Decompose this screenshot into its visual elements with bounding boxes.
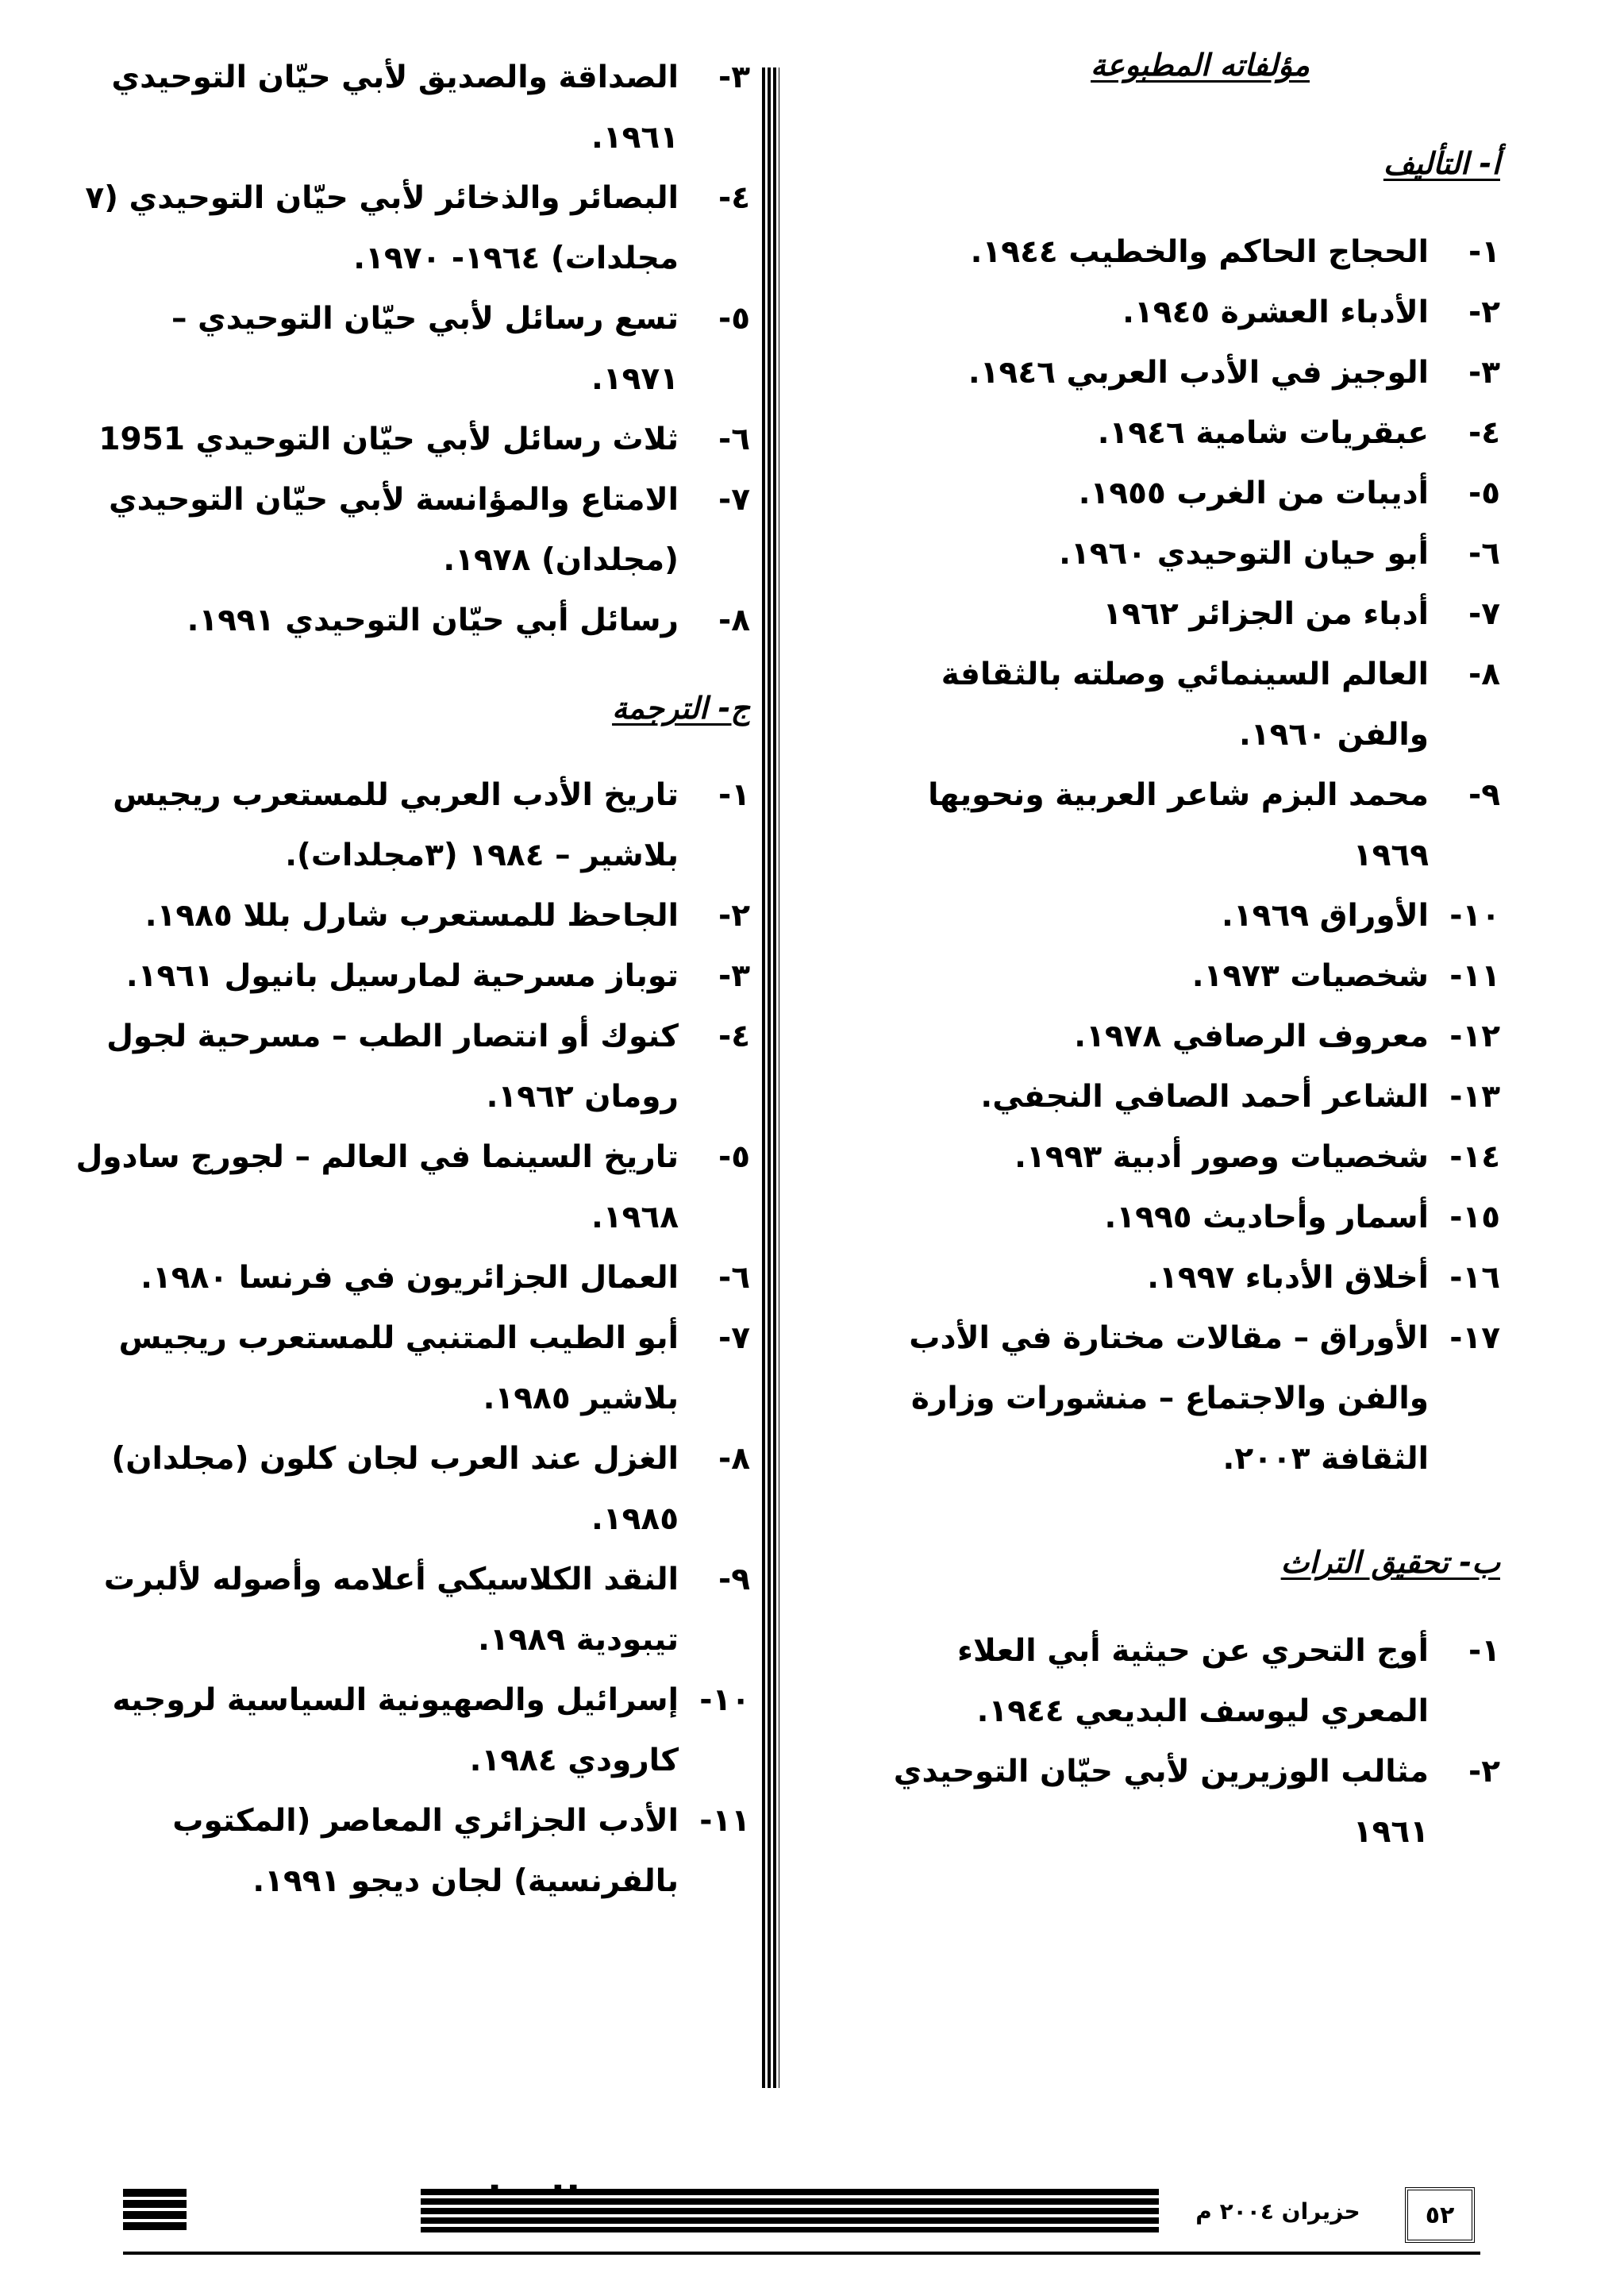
item-text: الشاعر أحمد الصافي النجفي. (980, 1079, 1429, 1115)
list-item (849, 645, 1500, 765)
item-number: ٣- (1468, 355, 1500, 391)
list-item (849, 886, 1500, 946)
item-number: ٦- (1468, 536, 1500, 572)
item-number: ١٥- (1449, 1200, 1500, 1235)
item-text: محمد البزم شاعر العربية ونحويها ١٩٦٩ (928, 777, 1429, 873)
section-a-heading: أ- التأليف (1383, 146, 1500, 181)
item-text: شخصيات وصور أدبية ١٩٩٣. (1014, 1139, 1429, 1175)
list-item (75, 1127, 750, 1248)
list-item (849, 1067, 1500, 1127)
item-text: العالم السينمائي وصلته بالثقافة والفن ١٩٦٠. (941, 657, 1429, 753)
item-number: ٨- (718, 1441, 750, 1477)
list-item (75, 410, 750, 470)
footer-bar-left (123, 2189, 187, 2232)
item-text: تاريخ الأدب العربي للمستعرب ريجيس بلاشير – ١٩٨٤ (٣مجلدات). (113, 777, 679, 873)
item-number: ٣- (718, 958, 750, 994)
item-text: الغزل عند العرب لجان كلون (مجلدان) ١٩٨٥. (111, 1441, 679, 1537)
list-item (75, 886, 750, 946)
list-item (75, 1007, 750, 1127)
list-item (849, 584, 1500, 645)
list-item (75, 470, 750, 591)
section-b-heading: ب- تحقيق التراث (1280, 1545, 1500, 1580)
list-item (849, 222, 1500, 283)
item-number: ٨- (718, 603, 750, 638)
item-text: شخصيات ١٩٧٣. (1191, 958, 1429, 994)
item-number: ٧- (718, 1320, 750, 1356)
item-number: ١٦- (1449, 1260, 1500, 1296)
list-item (75, 765, 750, 886)
item-text: أديبات من الغرب ١٩٥٥. (1078, 476, 1429, 511)
item-text: معروف الرصافي ١٩٧٨. (1074, 1019, 1429, 1054)
issue-date: حزيران ٢٠٠٤ م (1195, 2198, 1360, 2225)
item-number: ٣- (718, 60, 750, 95)
item-text: العمال الجزائريون في فرنسا ١٩٨٠. (140, 1260, 679, 1296)
printed-works-title: مؤلفاته المطبوعة (1091, 48, 1310, 83)
list-item (849, 1127, 1500, 1188)
item-number: ١- (718, 777, 750, 813)
item-number: ١٢- (1449, 1019, 1500, 1054)
item-number: ٤- (1468, 415, 1500, 451)
list-item (75, 1429, 750, 1550)
page-number: ٥٢ (1405, 2187, 1475, 2243)
item-text: كنوك أو انتصار الطب – مسرحية لجول رومان ١٩٦٢. (106, 1019, 679, 1115)
item-text: الوجيز في الأدب العربي ١٩٤٦. (968, 355, 1429, 391)
list-item (849, 1621, 1500, 1742)
item-number: ٥- (718, 301, 750, 337)
item-text: أسمار وأحاديث ١٩٩٥. (1104, 1200, 1429, 1235)
item-text: عبقريات شامية ١٩٤٦. (1097, 415, 1429, 451)
list-item (849, 1308, 1500, 1489)
list-item (75, 591, 750, 651)
item-number: ١١- (1449, 958, 1500, 994)
list-item (849, 1188, 1500, 1248)
item-number: ٢- (718, 898, 750, 934)
item-number: ١- (1468, 1633, 1500, 1669)
item-number: ٩- (1468, 777, 1500, 813)
item-number: ٩- (718, 1562, 750, 1597)
list-item (849, 283, 1500, 343)
list-item (75, 946, 750, 1007)
item-number: ٤- (718, 180, 750, 216)
item-number: ٢- (1468, 1754, 1500, 1789)
item-text: أبو الطيب المتنبي للمستعرب ريجيس بلاشير ١٩٨٥. (118, 1320, 679, 1416)
item-number: ١٠- (699, 1682, 750, 1718)
item-text: الأوراق – مقالات مختارة في الأدب والفن والاجتماع – منشورات وزارة الثقافة ٢٠٠٣. (909, 1320, 1429, 1477)
item-text: الأدباء العشرة ١٩٤٥. (1122, 295, 1429, 330)
item-text: الحجاج الحاكم والخطيب ١٩٤٤. (970, 234, 1429, 270)
section-a-list (849, 222, 1500, 1489)
item-text: أخلاق الأدباء ١٩٩٧. (1147, 1260, 1429, 1296)
list-item (75, 1248, 750, 1308)
list-item (75, 168, 750, 289)
list-item (849, 946, 1500, 1007)
item-number: ١٤- (1449, 1139, 1500, 1175)
left-column (75, 48, 750, 1912)
item-number: ١١- (699, 1803, 750, 1839)
list-item (849, 403, 1500, 464)
item-number: ٥- (1468, 476, 1500, 511)
item-text: الأوراق ١٩٦٩. (1222, 898, 1429, 934)
item-text: تسع رسائل لأبي حيّان التوحيدي – ١٩٧١. (171, 301, 679, 397)
item-number: ٧- (718, 482, 750, 518)
list-item (75, 1670, 750, 1791)
column-divider (762, 67, 779, 2088)
item-text: الجاحظ للمستعرب شارل بللا ١٩٨٥. (144, 898, 679, 934)
list-item (849, 1007, 1500, 1067)
footer-rule (123, 2252, 1480, 2255)
continued-list (75, 48, 750, 651)
item-number: ١٧- (1449, 1320, 1500, 1356)
item-text: ثلاث رسائل لأبي حيّان التوحيدي 1951 (98, 422, 679, 457)
item-number: ١٠- (1449, 898, 1500, 934)
item-text: رسائل أبي حيّان التوحيدي ١٩٩١. (187, 603, 679, 638)
right-column (849, 48, 1500, 1863)
footer-bar-middle (421, 2189, 1159, 2232)
item-number: ٧- (1468, 596, 1500, 632)
list-item (849, 464, 1500, 524)
list-item (75, 1791, 750, 1912)
item-number: ٨- (1468, 657, 1500, 692)
item-text: الامتاع والمؤانسة لأبي حيّان التوحيدي (مجلدان) ١٩٧٨. (108, 482, 679, 578)
item-number: ٦- (718, 1260, 750, 1296)
item-text: البصائر والذخائر لأبي حيّان التوحيدي (٧ مجلدات) ١٩٦٤- ١٩٧٠. (85, 180, 679, 276)
item-text: أبو حيان التوحيدي ١٩٦٠. (1059, 536, 1429, 572)
item-text: الصداقة والصديق لأبي حيّان التوحيدي ١٩٦١. (111, 60, 679, 156)
list-item (849, 343, 1500, 403)
list-item (75, 1308, 750, 1429)
item-text: تاريخ السينما في العالم – لجورج سادول ١٩٦٨. (75, 1139, 679, 1235)
item-text: أوج التحري عن حيثية أبي العلاء المعري ليوسف البديعي ١٩٤٤. (957, 1633, 1429, 1729)
section-c-list (75, 765, 750, 1912)
section-b-list (849, 1621, 1500, 1863)
list-item (75, 48, 750, 168)
item-number: ٢- (1468, 295, 1500, 330)
list-item (849, 524, 1500, 584)
item-text: النقد الكلاسيكي أعلامه وأصوله لألبرت تيبودية ١٩٨٩. (103, 1562, 679, 1658)
item-text: أدباء من الجزائر ١٩٦٢ (1103, 596, 1429, 632)
item-text: توباز مسرحية لمارسيل بانيول ١٩٦١. (125, 958, 679, 994)
list-item (849, 1248, 1500, 1308)
item-text: الأدب الجزائري المعاصر (المكتوب بالفرنسية) لجان ديجو ١٩٩١. (172, 1803, 679, 1899)
list-item (849, 1742, 1500, 1863)
item-number: ٦- (718, 422, 750, 457)
item-number: ٤- (718, 1019, 750, 1054)
item-text: إسرائيل والصهيونية السياسية لروجيه كارودي ١٩٨٤. (112, 1682, 679, 1778)
item-text: مثالب الوزيرين لأبي حيّان التوحيدي ١٩٦١ (893, 1754, 1429, 1850)
list-item (849, 765, 1500, 886)
section-c-heading: ج- الترجمة (612, 691, 750, 726)
item-number: ١٣- (1449, 1079, 1500, 1115)
list-item (75, 1550, 750, 1670)
item-number: ٥- (718, 1139, 750, 1175)
list-item (75, 289, 750, 410)
item-number: ١- (1468, 234, 1500, 270)
